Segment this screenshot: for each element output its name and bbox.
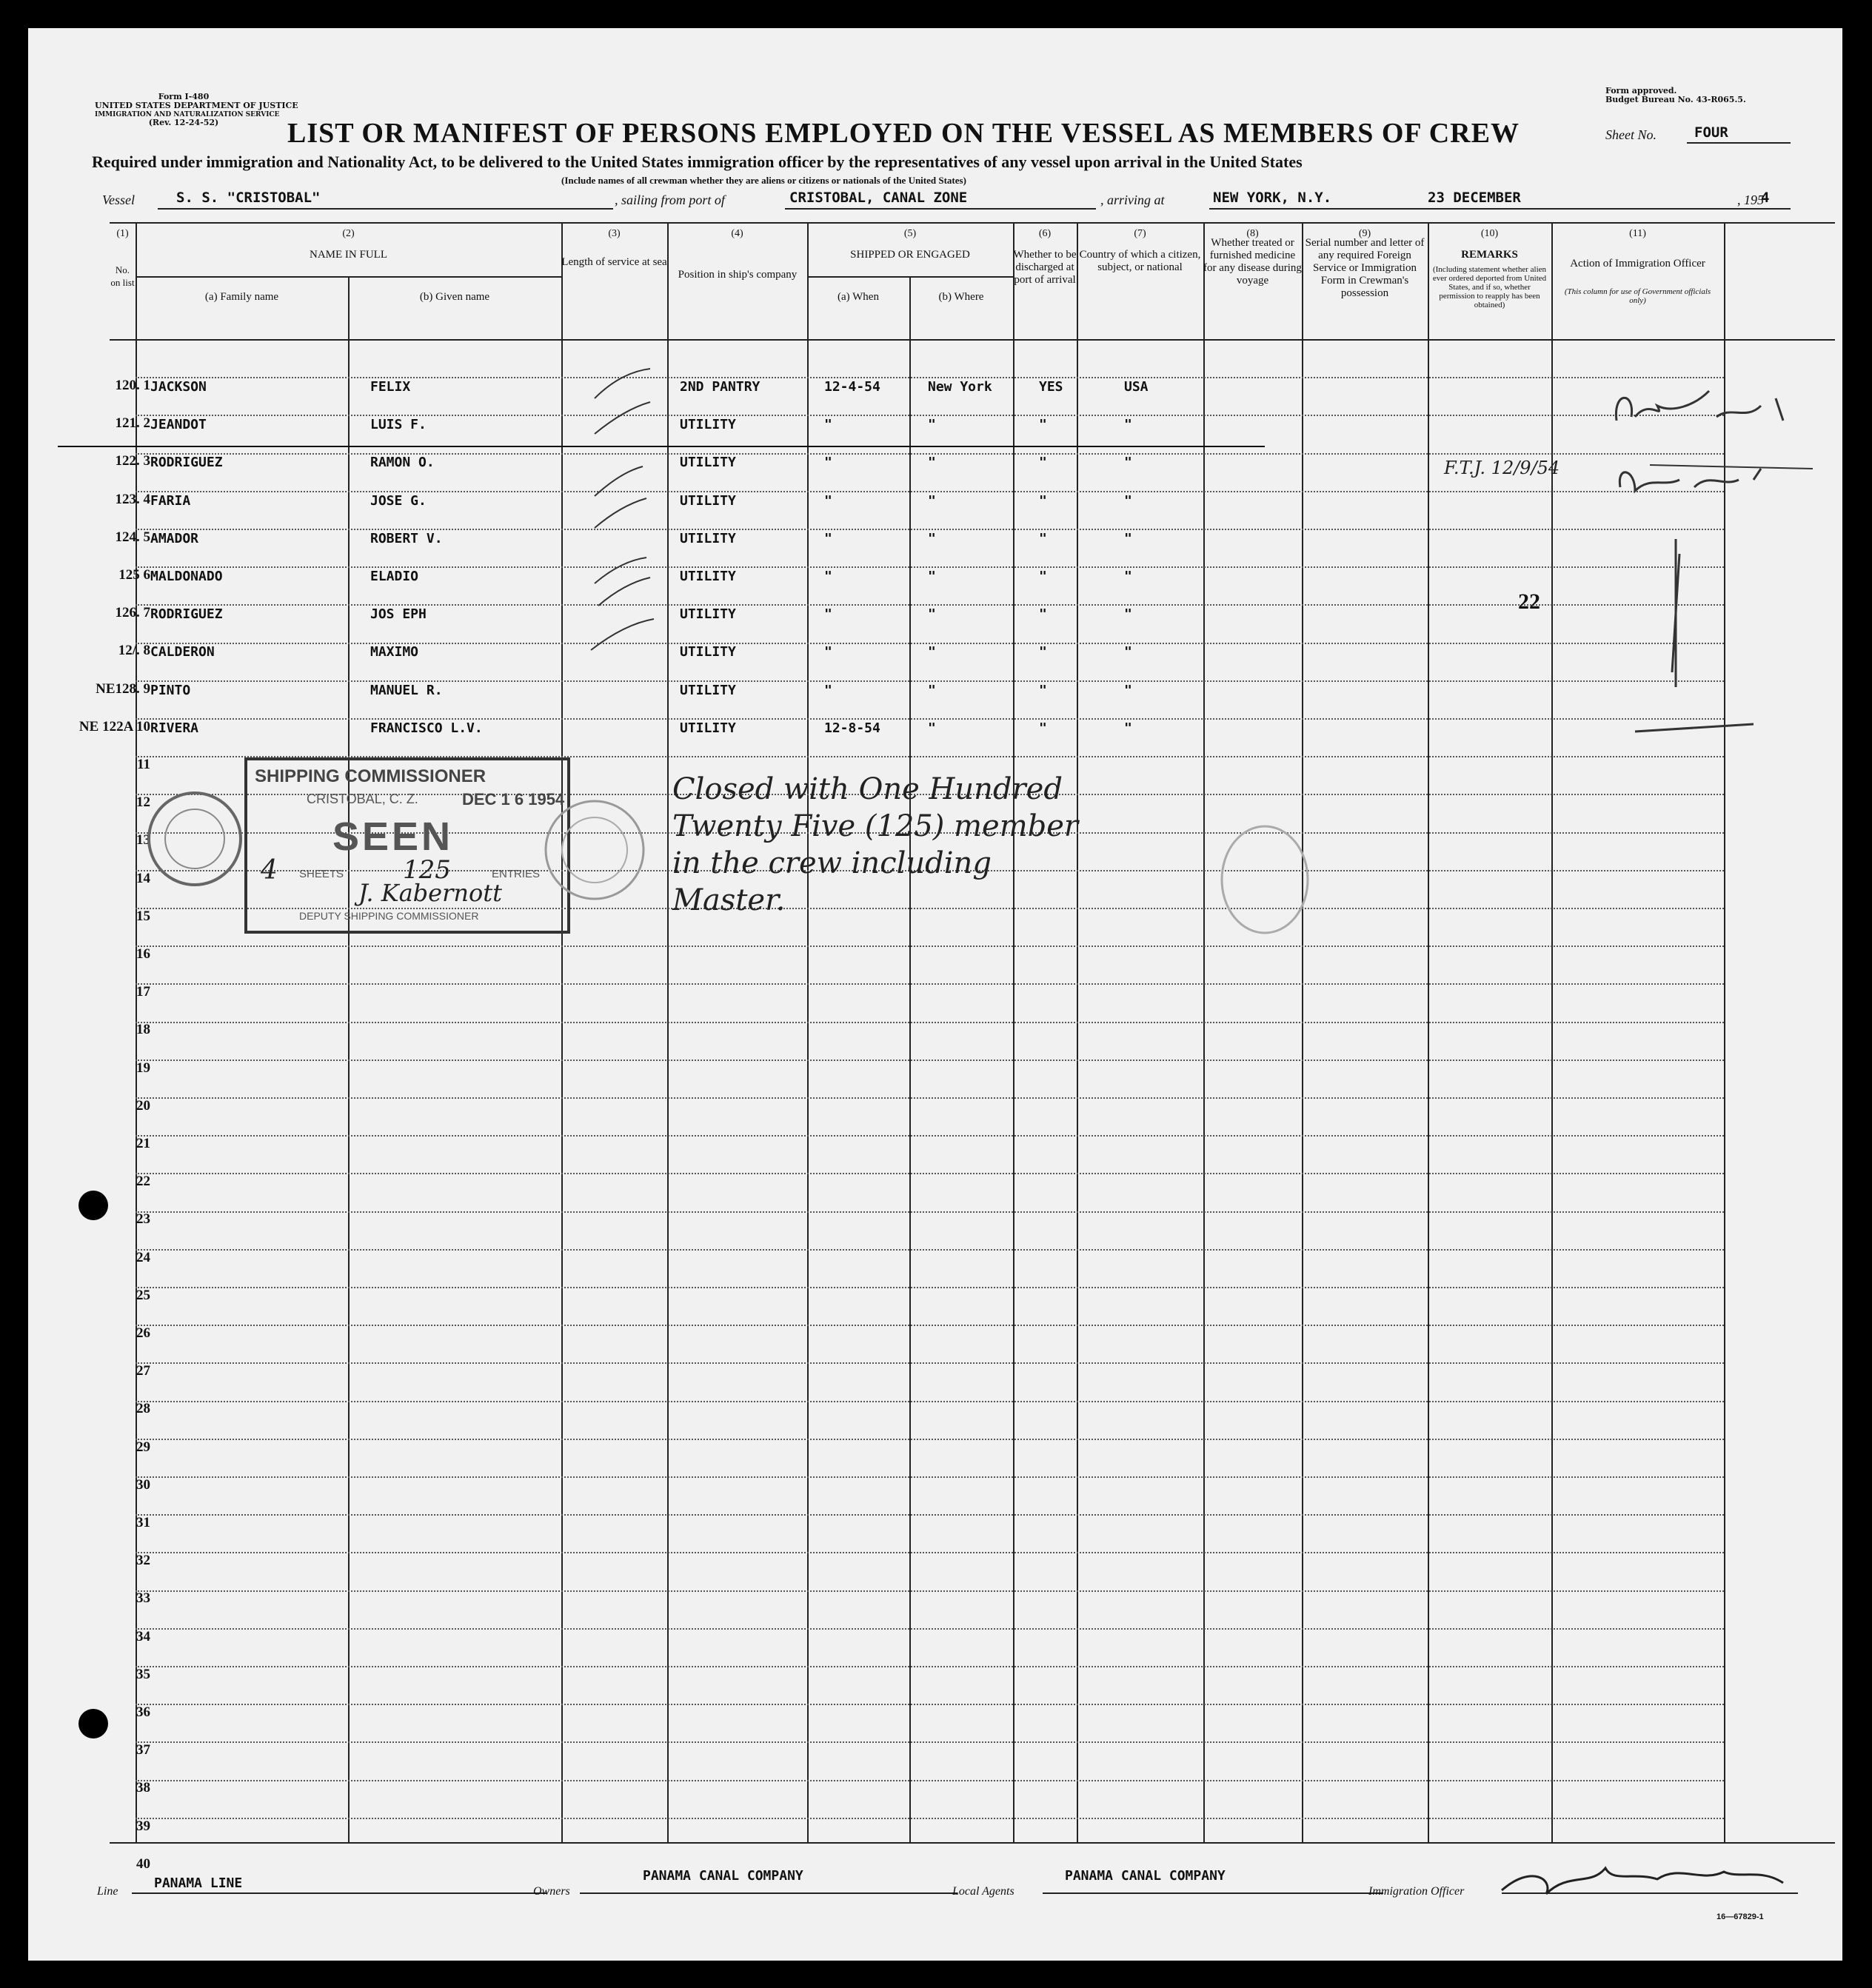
cell-country: "	[1124, 644, 1132, 660]
row-rule	[136, 1362, 1724, 1364]
cell-given: MANUEL R.	[370, 682, 443, 698]
col-head-shipped: SHIPPED OR ENGAGED	[850, 249, 970, 261]
cell-family: CALDERON	[150, 644, 215, 660]
col-head-country: Country of which a citizen, subject, or national	[1079, 249, 1201, 273]
row-number: 14	[136, 870, 150, 886]
cell-position: UTILITY	[680, 492, 736, 509]
col-num-10: (10)	[1480, 228, 1499, 239]
cell-where: "	[928, 644, 936, 660]
sailing-label: , sailing from port of	[615, 193, 725, 207]
col-num-3: (3)	[608, 228, 621, 239]
cell-given: ROBERT V.	[370, 530, 443, 546]
service: IMMIGRATION AND NATURALIZATION SERVICE	[95, 111, 280, 118]
cell-given: JOS EPH	[370, 606, 427, 623]
remarks-count: 22	[1518, 589, 1540, 614]
manifest-sheet	[28, 28, 1842, 1961]
page-note: (Include names of all crewman whether they are aliens or citizens or nationals of the United States)	[561, 175, 966, 186]
stamp-footer: DEPUTY SHIPPING COMMISSIONER	[299, 910, 479, 922]
stamp-seen: SEEN	[332, 814, 454, 859]
year-value: 4	[1761, 190, 1770, 206]
owners-label: Owners	[533, 1885, 570, 1898]
row-number: 122. 3	[115, 453, 150, 469]
cell-where: "	[928, 530, 936, 546]
stamp-entries-label: ENTRIES	[492, 868, 541, 880]
row-number: 20	[136, 1097, 150, 1114]
stamp-sheets-label: SHEETS	[299, 868, 344, 880]
cell-country: "	[1124, 720, 1132, 736]
cell-when: "	[824, 682, 832, 698]
cell-country: "	[1124, 417, 1132, 433]
cell-discharged: "	[1039, 682, 1047, 698]
cell-country: USA	[1124, 379, 1149, 395]
budget-bureau: Budget Bureau No. 43-R065.5.	[1605, 95, 1746, 104]
officer-label: Immigration Officer	[1368, 1885, 1465, 1898]
row-number: 31	[136, 1515, 150, 1530]
cell-where: "	[928, 606, 936, 623]
row-rule	[136, 566, 1724, 568]
port-seal-middle	[539, 794, 650, 906]
cell-where: "	[928, 682, 936, 698]
print-code: 16—67829-1	[1716, 1912, 1764, 1921]
row-number: 15	[136, 908, 150, 924]
col-num-6: (6)	[1038, 228, 1052, 239]
cell-when: "	[824, 606, 832, 623]
row-number: 120. 1	[115, 378, 150, 393]
row-rule	[136, 643, 1724, 644]
col-head-name-a: (a) Family name	[204, 291, 279, 303]
cell-family: MALDONADO	[150, 569, 223, 584]
col-head-shipped-b: (b) Where	[938, 291, 984, 303]
row-rule	[136, 1780, 1724, 1781]
row-number: 121. 2	[115, 415, 150, 432]
row-rule	[136, 680, 1724, 682]
row-number: 126. 7	[115, 605, 150, 621]
cell-where: "	[928, 720, 936, 736]
row-number: 12	[136, 794, 150, 811]
page-title: LIST OR MANIFEST OF PERSONS EMPLOYED ON THE VESSEL AS MEMBERS OF CREW	[287, 118, 1520, 149]
col-head-discharged: Whether to be discharged at port of arrival	[1013, 249, 1077, 286]
row-number: 16	[136, 946, 150, 962]
row-rule	[136, 453, 1724, 455]
col-num-9: (9)	[1358, 228, 1371, 239]
row-number: 26	[136, 1325, 150, 1341]
col-num-2: (2)	[342, 228, 355, 239]
row-number: 123. 4	[115, 491, 150, 507]
cell-family: RODRIGUEZ	[150, 455, 223, 471]
col-head-name-b: (b) Given name	[419, 291, 490, 303]
cell-when: "	[824, 530, 832, 546]
cell-when: 12-4-54	[824, 379, 880, 395]
row-number: 29	[136, 1439, 150, 1455]
cell-family: AMADOR	[150, 530, 199, 546]
col-head-remarks: REMARKS	[1461, 249, 1518, 261]
cell-when: "	[824, 492, 832, 509]
port-seal-left	[143, 787, 247, 891]
agents-value: PANAMA CANAL COMPANY	[1065, 1868, 1226, 1884]
row-rule	[136, 718, 1724, 720]
cell-family: JACKSON	[150, 379, 207, 395]
col-num-5: (5)	[903, 228, 917, 239]
cell-when: "	[824, 644, 832, 660]
row-rule	[136, 983, 1724, 985]
col-head-position: Position in ship's company	[678, 269, 798, 281]
cell-when: "	[824, 417, 832, 433]
row-rule	[136, 604, 1724, 606]
agents-label: Local Agents	[952, 1885, 1014, 1898]
department: UNITED STATES DEPARTMENT OF JUSTICE	[95, 101, 298, 110]
cell-given: JOSE G.	[370, 492, 427, 509]
line-label: Line	[97, 1885, 118, 1898]
row-number: 23	[136, 1211, 150, 1228]
row-number: 13	[136, 832, 150, 849]
row-rule	[136, 1249, 1724, 1251]
cell-given: LUIS F.	[370, 417, 427, 433]
row-rule	[136, 415, 1724, 416]
row-rule	[136, 1552, 1724, 1553]
row-rule	[136, 529, 1724, 530]
row-rule	[136, 1173, 1724, 1174]
row-number: 33	[136, 1590, 150, 1607]
cell-discharged: "	[1039, 606, 1047, 623]
row-number: 28	[136, 1401, 150, 1417]
row-rule	[136, 1135, 1724, 1137]
stamp-entries-value: 125	[403, 855, 451, 885]
form-approved: Form approved.	[1605, 86, 1677, 96]
stamp-signature: J. Kabernott	[358, 879, 502, 907]
cell-position: 2ND PANTRY	[680, 379, 760, 395]
stamp-date: DEC 1 6 1954	[462, 790, 565, 809]
revision: (Rev. 12-24-52)	[148, 118, 219, 127]
row-number: 35	[136, 1666, 150, 1682]
cell-discharged: "	[1039, 530, 1047, 546]
cell-position: UTILITY	[680, 569, 736, 584]
cell-country: "	[1124, 569, 1132, 584]
col-num-11: (11)	[1629, 228, 1646, 239]
service-checkmarks	[561, 339, 667, 754]
cell-country: "	[1124, 606, 1132, 623]
cell-position: UTILITY	[680, 720, 736, 736]
cell-position: UTILITY	[680, 455, 736, 471]
row-rule	[136, 1704, 1724, 1705]
row-rule	[136, 1401, 1724, 1402]
row-number: NE 122A 10	[78, 718, 150, 734]
cell-where: "	[928, 569, 936, 584]
row-number: 124. 5	[115, 529, 150, 545]
cell-when: "	[824, 569, 832, 584]
cell-family: PINTO	[150, 682, 191, 698]
closing-note-line-4: Master.	[672, 883, 786, 917]
arriving-value: NEW YORK, N.Y.	[1213, 190, 1332, 206]
row-number: 37	[136, 1742, 150, 1758]
row-number: 27	[136, 1363, 150, 1379]
cell-country: "	[1124, 455, 1132, 471]
punch-hole-top	[78, 1191, 108, 1220]
cell-when: 12-8-54	[824, 720, 880, 736]
row-rule	[136, 1590, 1724, 1592]
row-number: 125 6	[118, 567, 150, 583]
row-rule	[136, 1818, 1724, 1819]
line-value: PANAMA LINE	[154, 1875, 243, 1891]
cell-position: UTILITY	[680, 530, 736, 546]
row-number: 12/. 8	[118, 643, 150, 659]
cell-discharged: "	[1039, 417, 1047, 433]
officer-signature	[1487, 1850, 1798, 1901]
cell-where: New York	[928, 379, 992, 395]
row-number: 24	[136, 1249, 150, 1265]
cell-where: "	[928, 417, 936, 433]
row-rule	[136, 1439, 1724, 1440]
sheet-no-label: Sheet No.	[1605, 127, 1657, 142]
row-number: 34	[136, 1628, 150, 1644]
row-number: 30	[136, 1476, 150, 1493]
cell-position: UTILITY	[680, 682, 736, 698]
row-rule	[136, 1211, 1724, 1213]
cell-when: "	[824, 455, 832, 471]
row-number: 11	[137, 757, 150, 772]
col-head-treated: Whether treated or furnished medicine for any disease during voyage	[1203, 237, 1302, 287]
row-rule	[136, 1022, 1724, 1023]
closing-note-line-3: in the crew including	[672, 846, 992, 880]
row-number: 21	[136, 1136, 150, 1151]
closing-note-line-1: Closed with One Hundred	[672, 772, 1063, 806]
row-number: 40	[136, 1855, 150, 1872]
cell-discharged: "	[1039, 455, 1047, 471]
row-number: 32	[136, 1553, 150, 1569]
port-seal-right	[1217, 820, 1313, 939]
cell-given: ELADIO	[370, 569, 419, 584]
row-rule	[136, 491, 1724, 492]
row-rule	[136, 1741, 1724, 1743]
row-rule	[136, 1097, 1724, 1099]
row-rule	[136, 946, 1724, 947]
row-number: 18	[136, 1022, 150, 1038]
col-head-name: NAME IN FULL	[310, 249, 387, 261]
cell-country: "	[1124, 530, 1132, 546]
col-num-7: (7)	[1134, 228, 1146, 239]
sheet-no-value: FOUR	[1694, 124, 1728, 141]
cell-where: "	[928, 492, 936, 509]
col-head-action: Action of Immigration Officer	[1570, 258, 1705, 270]
punch-hole-bottom	[78, 1709, 108, 1738]
col-head-remarks-note: (Including statement whether alien ever ordered deported from United States, and if so, whether permission to reapply has been obtained)	[1432, 265, 1547, 309]
vessel-value: S. S. "CRISTOBAL"	[176, 190, 321, 206]
cell-country: "	[1124, 492, 1132, 509]
row-number: 38	[136, 1780, 150, 1796]
row-number: NE128. 9	[96, 680, 150, 697]
cell-family: FARIA	[150, 492, 191, 509]
owners-value: PANAMA CANAL COMPANY	[643, 1868, 803, 1884]
closing-note-line-2: Twenty Five (125) member	[672, 809, 1079, 843]
row-number: 19	[136, 1060, 150, 1076]
cell-given: FELIX	[370, 379, 411, 395]
cell-where: "	[928, 455, 936, 471]
row-rule	[136, 377, 1724, 378]
col-head-shipped-a: (a) When	[838, 291, 879, 303]
cell-family: JEANDOT	[150, 417, 207, 433]
col-head-length: Length of service at sea	[561, 256, 667, 268]
cell-discharged: "	[1039, 644, 1047, 660]
remarks-annotation: F.T.J. 12/9/54	[1444, 458, 1560, 478]
row-number: 22	[136, 1174, 150, 1190]
form-number: Form I-480	[158, 92, 210, 101]
col-num-8: (8)	[1246, 228, 1259, 239]
row-number: 25	[136, 1287, 150, 1303]
officer-action-marks	[1605, 376, 1828, 739]
col-num-1: (1)	[116, 228, 129, 239]
row-rule	[136, 1514, 1724, 1516]
cell-discharged: YES	[1039, 379, 1063, 395]
cell-position: UTILITY	[680, 606, 736, 623]
col-num-4: (4)	[731, 228, 743, 239]
stamp-title: SHIPPING COMMISSIONER	[255, 766, 487, 786]
stamp-place: CRISTOBAL, C. Z.	[307, 791, 418, 806]
stamp-sheets-value: 4	[261, 855, 278, 886]
row-rule	[136, 1060, 1724, 1061]
row-number: 39	[136, 1818, 150, 1834]
cell-given: MAXIMO	[370, 644, 419, 660]
cell-family: RIVERA	[150, 720, 199, 736]
row-rule	[136, 1287, 1724, 1288]
cell-position: UTILITY	[680, 644, 736, 660]
col-head-serial: Serial number and letter of any required Foreign Service or Immigration Form in Crewman's possession	[1305, 237, 1425, 299]
arriving-label: , arriving at	[1100, 193, 1165, 207]
vessel-label: Vessel	[102, 193, 135, 207]
col-head-no: No. on list	[110, 264, 135, 288]
row-number: 17	[136, 984, 150, 1000]
col-head-action-note: (This column for use of Government officials only)	[1564, 287, 1711, 305]
row-rule	[136, 1666, 1724, 1667]
cell-family: RODRIGUEZ	[150, 606, 223, 623]
shipping-commissioner-stamp	[244, 757, 570, 934]
cell-given: RAMON O.	[370, 455, 435, 471]
row-rule	[136, 1628, 1724, 1630]
cell-position: UTILITY	[680, 417, 736, 433]
page-subtitle: Required under immigration and Nationality Act, to be delivered to the United States immigration officer by the representatives of any vessel upon arrival in the United States	[92, 153, 1303, 171]
cell-given: FRANCISCO L.V.	[370, 720, 483, 736]
cell-discharged: "	[1039, 569, 1047, 584]
cell-country: "	[1124, 682, 1132, 698]
year-label: , 195	[1737, 193, 1764, 207]
cell-discharged: "	[1039, 492, 1047, 509]
arrival-date: 23 DECEMBER	[1428, 190, 1521, 206]
sailing-value: CRISTOBAL, CANAL ZONE	[789, 190, 968, 206]
cell-discharged: "	[1039, 720, 1047, 736]
row-rule	[136, 1325, 1724, 1326]
row-rule	[136, 1476, 1724, 1478]
row-number: 36	[136, 1704, 150, 1720]
